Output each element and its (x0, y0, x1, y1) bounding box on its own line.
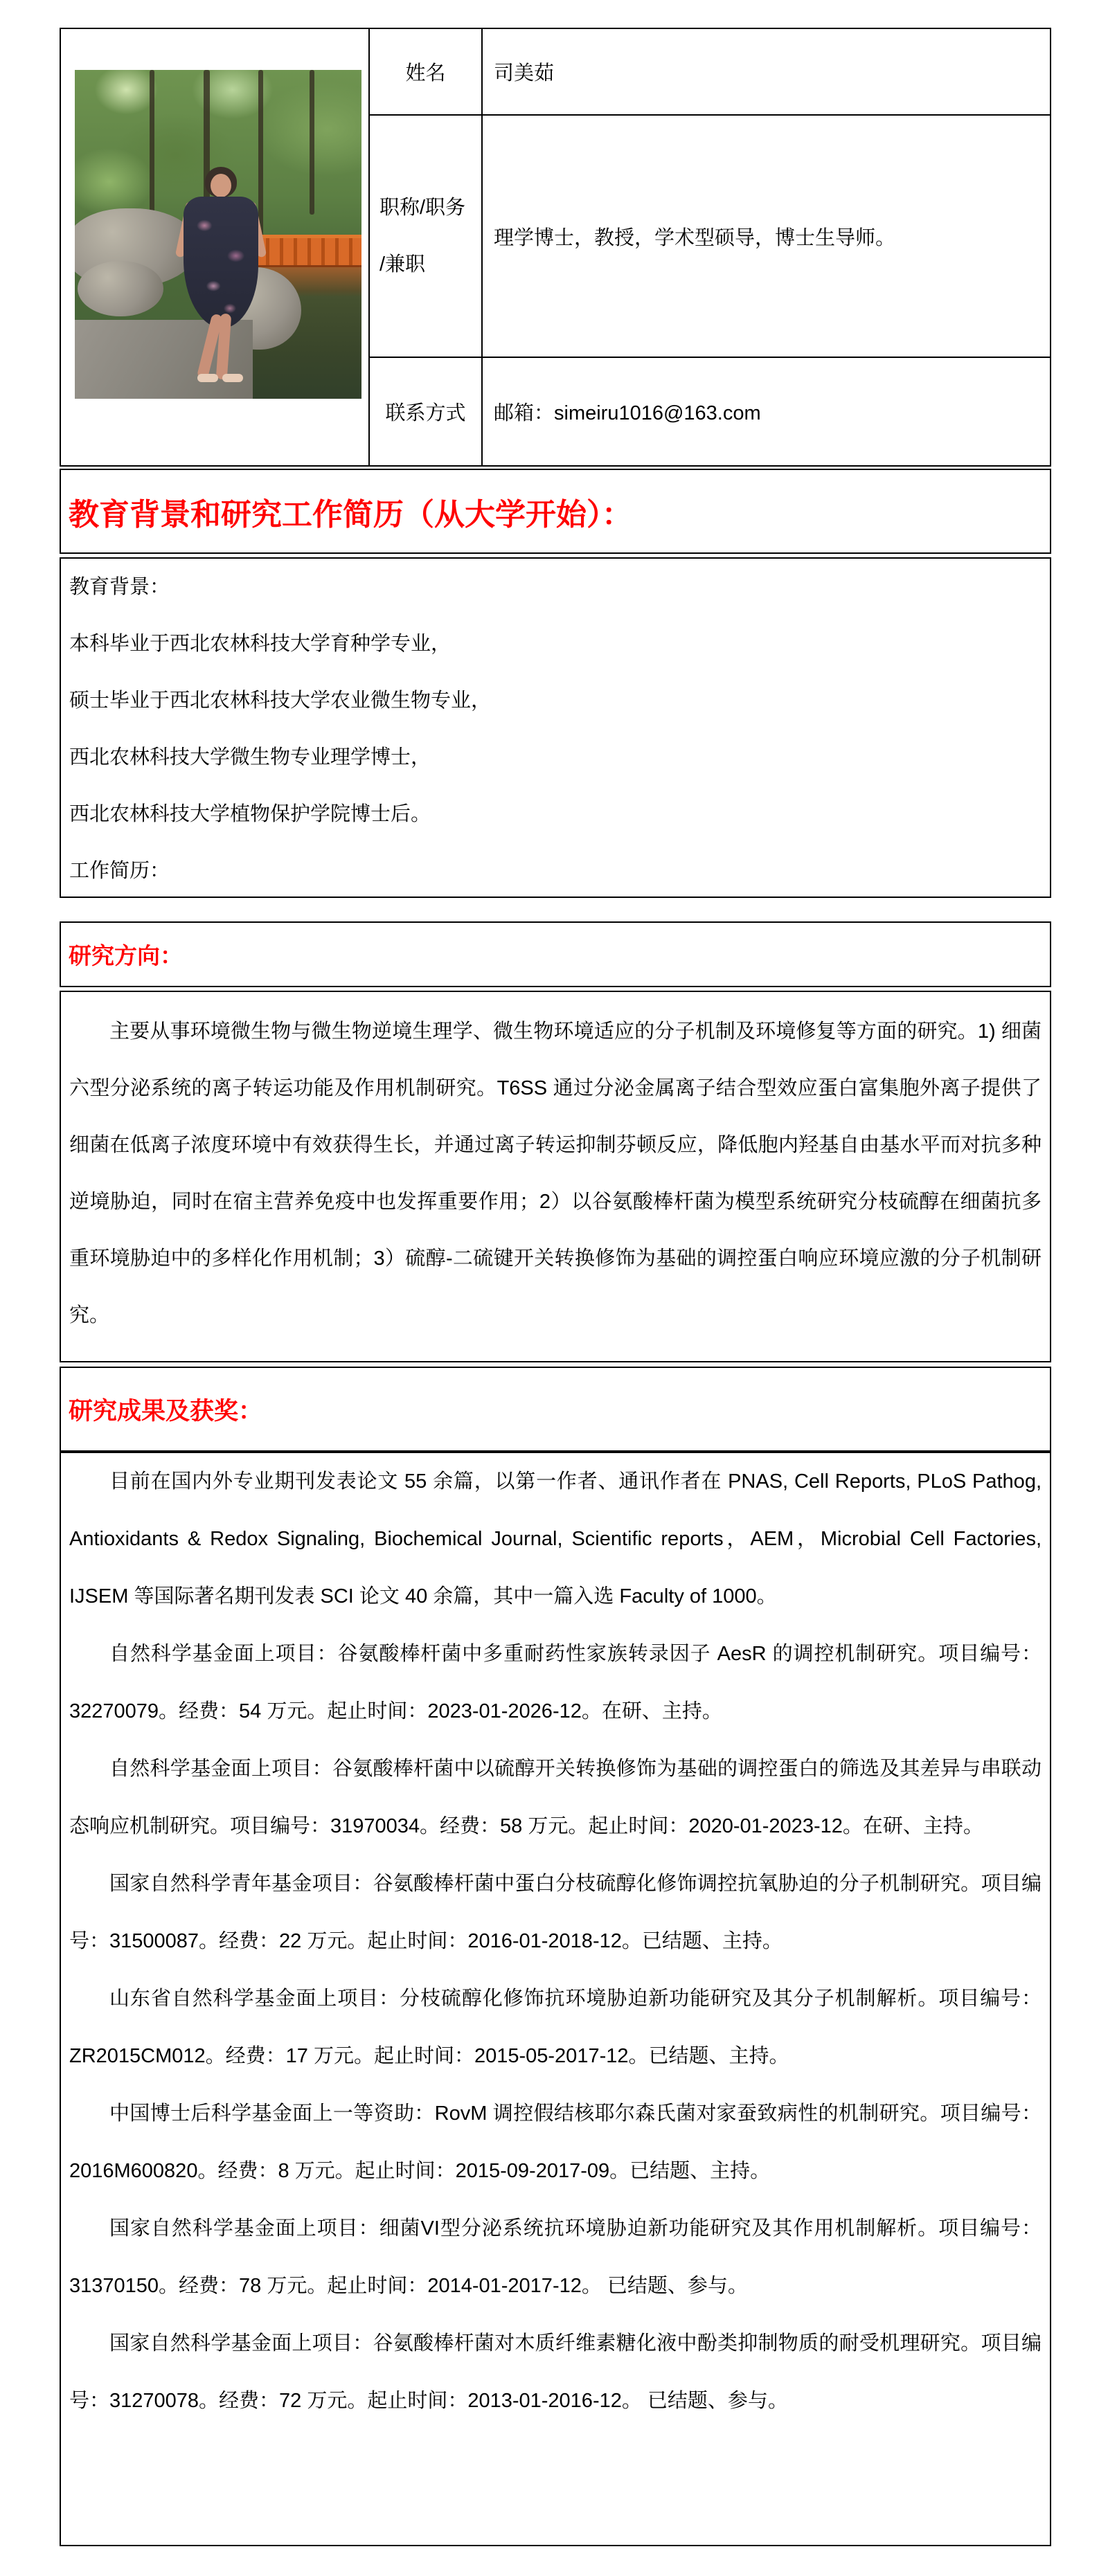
name-value: 司美茹 (483, 29, 1050, 116)
section-research (60, 921, 1051, 987)
education-line: 硕士毕业于西北农林科技大学农业微生物专业， (69, 690, 492, 712)
photo-person-shoe (197, 374, 218, 382)
section-education (60, 469, 1051, 554)
education-line: 西北农林科技大学微生物专业理学博士， (69, 746, 431, 768)
education-line: 工作简历： (69, 860, 170, 882)
research-content (60, 991, 1051, 1362)
education-heading: 教育背景和研究工作简历（从大学开始）： (69, 497, 632, 532)
photo-cell (61, 29, 370, 465)
achievement-paragraph: 国家自然科学基金面上项目：细菌VI型分泌系统抗环境胁迫新功能研究及其作用机制解析。项目编号：31370150。经费：78 万元。起止时间：2014-01-2017-12。 已结题、参与。 (69, 2217, 1042, 2297)
achievements-content (60, 1452, 1051, 2546)
photo-person (75, 70, 361, 399)
title-label (370, 116, 483, 358)
profile-photo (75, 70, 361, 399)
title-value: 理学博士，教授，学术型硕导，博士生导师。 (483, 116, 1050, 358)
achievement-paragraph: 自然科学基金面上项目：谷氨酸棒杆菌中以硫醇开关转换修饰为基础的调控蛋白的筛选及其差异与串联动态响应机制研究。项目编号：31970034。经费：58 万元。起止时间：2020-01-2023-12。在研、主持。 (69, 1758, 1042, 1837)
achievement-paragraph: 目前在国内外专业期刊发表论文 55 余篇，以第一作者、通讯作者在 PNAS, Cell Reports, PLoS Pathog, Antioxidants & Redox Signaling, Biochemical Journal, Scientific reports，AEM，Microbial Cell Factories, IJSEM 等国际著名期刊发表 SCI 论文 40 余篇，其中一篇入选 Faculty of 1000。 (69, 1470, 1042, 1607)
education-line: 本科毕业于西北农林科技大学育种学专业， (69, 633, 452, 655)
research-heading: 研究方向： (69, 943, 183, 969)
achievement-paragraph: 自然科学基金面上项目：谷氨酸棒杆菌中多重耐药性家族转录因子 AesR 的调控机制研究。项目编号：32270079。经费：54 万元。起止时间：2023-01-2026-12。在研、主持。 (69, 1643, 1042, 1722)
education-content (60, 557, 1051, 898)
contact-label: 联系方式 (370, 358, 483, 465)
profile-table (60, 28, 1051, 467)
education-line: 西北农林科技大学植物保护学院博士后。 (69, 803, 431, 825)
research-paragraph: 主要从事环境微生物与微生物逆境生理学、微生物环境适应的分子机制及环境修复等方面的研究。1) 细菌六型分泌系统的离子转运功能及作用机制研究。T6SS 通过分泌金属离子结合型效应蛋白富集胞外离子提供了细菌在低离子浓度环境中有效获得生长，并通过离子转运抑制芬顿反应，降低胞内羟基自由基水平而对抗多种逆境胁迫，同时在宿主营养免疫中也发挥重要作用；2）以谷氨酸棒杆菌为模型系统研究分枝硫醇在细菌抗多重环境胁迫中的多样化作用机制；3）硫醇-二硫键开关转换修饰为基础的调控蛋白响应环境应激的分子机制研究。 (69, 1020, 1042, 1326)
education-line: 教育背景： (69, 576, 170, 598)
photo-person-face (211, 174, 231, 197)
name-label: 姓名 (370, 29, 483, 116)
achievements-heading: 研究成果及获奖： (69, 1397, 263, 1425)
achievement-paragraph: 中国博士后科学基金面上一等资助：RovM 调控假结核耶尔森氏菌对家蚕致病性的机制研究。项目编号：2016M600820。经费：8 万元。起止时间：2015-09-2017-09。已结题、主持。 (69, 2102, 1042, 2182)
achievement-paragraph: 国家自然科学青年基金项目：谷氨酸棒杆菌中蛋白分枝硫醇化修饰调控抗氧胁迫的分子机制研究。项目编号：31500087。经费：22 万元。起止时间：2016-01-2018-12。已结题、主持。 (69, 1873, 1042, 1952)
photo-person-shoe (222, 374, 243, 382)
title-label-line2: /兼职 (379, 253, 426, 276)
section-achievements (60, 1367, 1051, 1452)
achievement-paragraph: 国家自然科学基金面上项目：谷氨酸棒杆菌对木质纤维素糖化液中酚类抑制物质的耐受机理研究。项目编号：31270078。经费：72 万元。起止时间：2013-01-2016-12。 已结题、参与。 (69, 2332, 1042, 2412)
contact-value: 邮箱：simeiru1016@163.com (494, 402, 761, 424)
title-label-line1: 职称/职务 (379, 197, 466, 219)
photo-person-dress (184, 197, 258, 328)
achievement-paragraph: 山东省自然科学基金面上项目：分枝硫醇化修饰抗环境胁迫新功能研究及其分子机制解析。项目编号：ZR2015CM012。经费：17 万元。起止时间：2015-05-2017-12。已结题、主持。 (69, 1988, 1042, 2067)
